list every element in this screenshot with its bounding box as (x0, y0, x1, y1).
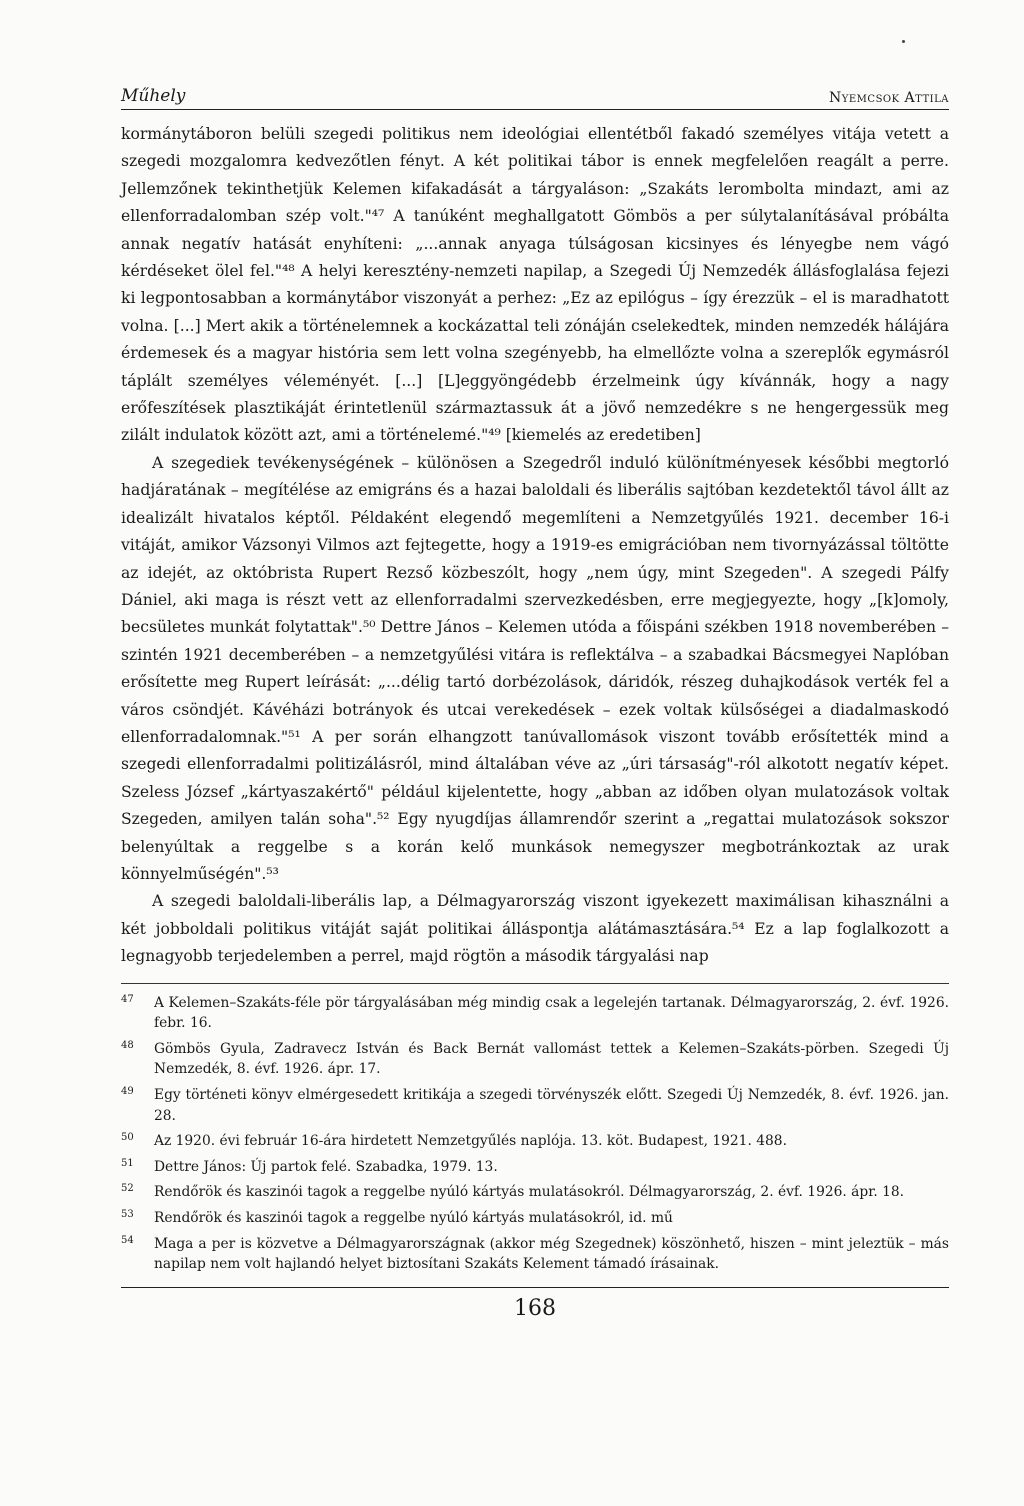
footnote-text: Gömbös Gyula, Zadravecz István és Back Bernát vallomást tettek a Kelemen–Szakáts-pörben. Szegedi Új Nemzedék, 8. évf. 1926. ápr. 17. (154, 1040, 949, 1078)
footnote (121, 1234, 949, 1275)
footnote-number: 50 (121, 1132, 134, 1144)
footnote-text: Rendőrök és kaszinói tagok a reggelbe nyúló kártyás mulatásokról, id. mű (154, 1209, 673, 1226)
bottom-rule (121, 1287, 949, 1288)
footnote (121, 1182, 949, 1203)
footnote-text: Dettre János: Új partok felé. Szabadka, 1979. 13. (154, 1158, 498, 1175)
paragraph: A szegediek tevékenységének – különösen a Szegedről induló különítményesek későbbi megtorló hadjáratának – megítélése az emigráns és a hazai baloldali és liberális sajtóban kezdetektől távol állt az idealizált hivatalos képtől. Példaként elegendő megemlíteni a Nemzetgyűlés 1921. december 16-i vitáját, amikor Vázsonyi Vilmos azt fejtegette, hogy a 1919-es emigrációban nem tivornyázással töltötte az idejét, az októbrista Rupert Rezső közbeszólt, hogy „nem úgy, mint Szegeden". A szegedi Pálfy Dániel, aki maga is részt vett az ellenforradalmi szervezkedésben, erre megjegyezte, hogy „[k]omoly, becsületes munkát folytattak".⁵⁰ Dettre János – Kelemen utóda a főispáni székben 1918 novemberében – szintén 1921 decemberében – a nemzetgyűlési vitára is reflektálva – a szabadkai Bácsmegyei Naplóban erősítette meg Rupert leírását: „...délig tartó dorbézolások, dáridók, részeg duhajkodások verték fel a város csöndjét. Kávéházi botrányok és utcai verekedések – ezek voltak külsőségei a diadalmaskodó ellenforradalomnak."⁵¹ A per során elhangzott tanúvallomások viszont tovább erősítették mind a szegedi ellenforradalmi politizálásról, mind általában véve az „úri társaság"-ról alkotott negatív képet. Szeless József „kártyaszakértő" például kijelentette, hogy „abban az időben olyan mulatozások voltak Szegeden, amilyen talán soha".⁵² Egy nyugdíjas államrendőr szerint a „regattai mulatozások sokszor belenyúltak a reggelbe s a korán kelő munkások nemegyszer megbotránkoztak az urak könnyelműségén".⁵³ (121, 453, 949, 883)
footnote-number: 51 (121, 1157, 134, 1169)
section-title: Műhely (121, 86, 186, 106)
running-header (121, 70, 949, 110)
footnote (121, 1157, 949, 1178)
footnote-number: 52 (121, 1183, 134, 1195)
paragraph: kormánytáboron belüli szegedi politikus nem ideológiai ellentétből fakadó személyes vitája vetett a szegedi mozgalomra kedvezőtlen fényt. A két politikai tábor is ennek megfelelően reagált a perre. Jellemzőnek tekinthetjük Kelemen kifakadását a tárgyaláson: „Szakáts lerombolta mindazt, ami az ellenforradalomban szép volt."⁴⁷ A tanúként meghallgatott Gömbös a per súlytalanításával próbálta annak negatív hatását enyhíteni: „...annak anyaga túlságosan kicsinyes és lényegbe nem vágó kérdéseket ölel fel."⁴⁸ A helyi keresztény-nemzeti napilap, a Szegedi Új Nemzedék állásfoglalása fejezi ki legpontosabban a kormánytábor viszonyát a perhez: „Ez az epilógus – így érezzük – el is maradhatott volna. [...] Mert akik a történelemnek a kockázattal teli zónáján cselekedtek, minden nemzedék hálájára érdemesek és a magyar história sem lett volna szegényebb, ha elmellőzte volna a szereplők egymásról táplált személyes véleményét. [...] [L]eggyöngédebb érzelmeink úgy kívánnák, hogy a nagy erőfeszítések plasztikáját érintetlenül származtassuk át a jövő nemzedékre s ne hengergessük meg zilált indulatok között azt, ami a történelemé."⁴⁹ [kiemelés az eredetiben] (121, 125, 949, 445)
footnote (121, 993, 949, 1034)
footnote (121, 1208, 949, 1229)
footnote (121, 1039, 949, 1080)
footnotes (121, 983, 949, 1275)
page-number: 168 (514, 1295, 556, 1321)
paragraph: A szegedi baloldali-liberális lap, a Délmagyarország viszont igyekezett maximálisan kihasználni a két jobboldali politikus vitáját saját politikai álláspontja alátámasztására.⁵⁴ Ez a lap foglalkozott a legnagyobb terjedelemben a perrel, majd rögtön a második tárgyalási nap (121, 892, 949, 966)
print-speck (902, 40, 905, 43)
footnote-number: 47 (121, 993, 134, 1005)
footnote-text: Az 1920. évi február 16-ára hirdetett Nemzetgyűlés naplója. 13. köt. Budapest, 1921. 488. (154, 1133, 787, 1150)
author-name: Nyemcsok Attila (829, 90, 949, 106)
footnote-text: Rendőrök és kaszinói tagok a reggelbe nyúló kártyás mulatásokról. Délmagyarország, 2. évf. 1926. ápr. 18. (154, 1184, 905, 1201)
footnote (121, 1085, 949, 1126)
page (121, 70, 949, 1321)
main-text (121, 121, 949, 971)
footnote-number: 48 (121, 1039, 134, 1051)
footnote-number: 53 (121, 1208, 134, 1220)
footnote-number: 54 (121, 1234, 134, 1246)
footnote-text: A Kelemen–Szakáts-féle pör tárgyalásában még mindig csak a legelején tartanak. Délmagyarország, 2. évf. 1926. febr. 16. (154, 994, 949, 1032)
footnote (121, 1131, 949, 1152)
footnote-text: Egy történeti könyv elmérgesedett kritikája a szegedi törvényszék előtt. Szegedi Új Nemzedék, 8. évf. 1926. jan. 28. (154, 1086, 949, 1124)
footnote-number: 49 (121, 1085, 134, 1097)
footnote-text: Maga a per is közvetve a Délmagyarországnak (akkor még Szegednek) köszönhető, hiszen – mint jeleztük – más napilap nem volt hajlandó helyet biztosítani Szakáts Kelement támadó írásainak. (154, 1235, 949, 1273)
